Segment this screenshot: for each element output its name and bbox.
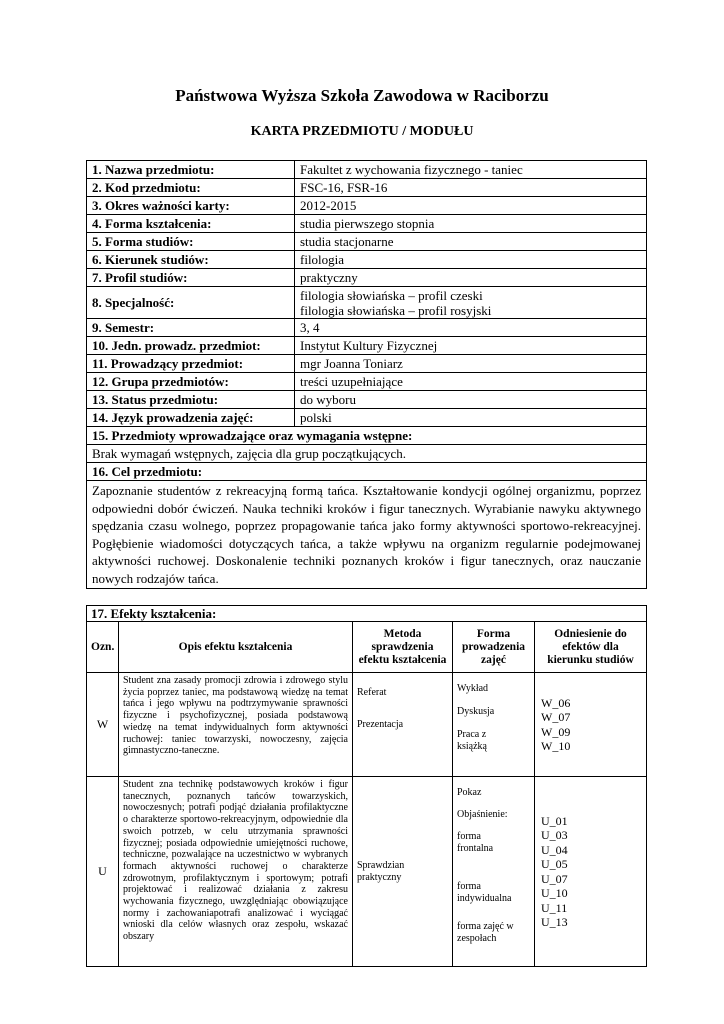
- row-value: praktyczny: [295, 269, 647, 287]
- table-row: [87, 409, 647, 427]
- outcome-form: [453, 673, 535, 777]
- ref-item: W_06: [541, 695, 571, 710]
- form-item: Objaśnienie:: [457, 809, 508, 820]
- section-16-body: [87, 481, 647, 589]
- table-row: [87, 161, 647, 179]
- table-row: [87, 355, 647, 373]
- section-17-header: [87, 606, 647, 622]
- row-value: Fakultet z wychowania fizycznego - taniec: [295, 161, 647, 179]
- form-item: forma indywidualna: [457, 881, 512, 904]
- table-row: [87, 391, 647, 409]
- table-row: [87, 269, 647, 287]
- row-label: 6. Kierunek studiów:: [87, 251, 295, 269]
- row-label: 10. Jedn. prowadz. przedmiot:: [87, 337, 295, 355]
- ref-item: W_10: [541, 739, 571, 753]
- card-title: KARTA PRZEDMIOTU / MODUŁU: [250, 124, 474, 139]
- row-value: polski: [295, 409, 647, 427]
- row-label: 1. Nazwa przedmiotu:: [87, 161, 295, 179]
- row-value: treści uzupełniające: [295, 373, 647, 391]
- ref-item: U_01: [541, 813, 568, 828]
- col-desc: Opis efektu kształcenia: [119, 622, 353, 673]
- form-item: Dyskusja: [457, 706, 495, 717]
- column-header-row: [87, 622, 647, 673]
- row-value: studia pierwszego stopnia: [295, 215, 647, 233]
- row-label: 14. Język prowadzenia zajęć:: [87, 409, 295, 427]
- outcome-method: [353, 777, 453, 967]
- ref-item: U_11: [541, 900, 568, 915]
- row-value: mgr Joanna Toniarz: [295, 355, 647, 373]
- table-row: [87, 337, 647, 355]
- ref-item: U_10: [541, 886, 568, 900]
- form-item: Pokaz: [457, 787, 482, 798]
- ref-item: U_05: [541, 857, 568, 871]
- section-title: 15. Przedmioty wprowadzające oraz wymagania wstępne:: [87, 427, 647, 445]
- outcome-method: [353, 673, 453, 777]
- row-label: 7. Profil studiów:: [87, 269, 295, 287]
- learning-outcomes-table: [86, 605, 647, 967]
- row-label: 2. Kod przedmiotu:: [87, 179, 295, 197]
- table-row: [87, 251, 647, 269]
- section-15-header: [87, 427, 647, 445]
- table-row: [87, 319, 647, 337]
- row-label: 11. Prowadzący przedmiot:: [87, 355, 295, 373]
- form-item: forma frontalna: [457, 831, 494, 854]
- col-method: Metoda sprawdzenia efektu kształcenia: [353, 622, 453, 673]
- section-15-body: [87, 445, 647, 463]
- outcome-refs: [535, 777, 647, 967]
- table-row: [87, 373, 647, 391]
- row-value: filologia: [295, 251, 647, 269]
- row-label: 5. Forma studiów:: [87, 233, 295, 251]
- table-row: [87, 215, 647, 233]
- outcome-symbol: U: [87, 777, 119, 967]
- col-form: Forma prowadzenia zajęć: [453, 622, 535, 673]
- outcome-description: Student zna technikę podstawowych kroków i figur tanecznych, poznanych tańców towarzyskich, nowoczesnych; potrafi podjąć działania profilaktyczne o charakterze sportowo-rekreacyjnym, odpowiednie dla swoich potrzeb, w celu utrzymania sprawności fizycznej; posiada odpowiednie umiejętności ruchowe, techniczne, pozwalające na uczestnictwo w wybranych formach aktywności ruchowej o charakterze zdrowotnym, profilaktycznym i sportowym; potrafi projektować i realizować działania z zakresu wychowania fizycznego, uwzględniając obowiązujące normy i zachowaniapotrafi analizować i wyciągać wnioski dla celów własnych oraz zespołu, wskazać obszary: [119, 777, 353, 967]
- method-item: Referat: [357, 687, 387, 698]
- table-row: [87, 197, 647, 215]
- ref-item: U_04: [541, 842, 568, 857]
- section-16-header: [87, 463, 647, 481]
- outcome-form: [453, 777, 535, 967]
- outcome-refs: [535, 673, 647, 777]
- table-row: [87, 673, 647, 777]
- row-label: 4. Forma kształcenia:: [87, 215, 295, 233]
- row-value: studia stacjonarne: [295, 233, 647, 251]
- specialty-line-2: filologia słowiańska – profil rosyjski: [300, 302, 492, 318]
- row-label: 8. Specjalność:: [87, 287, 295, 319]
- col-ref: Odniesienie do efektów dla kierunku studiów: [535, 622, 647, 673]
- form-item: Wykład: [457, 683, 489, 694]
- col-ozn: Ozn.: [87, 622, 119, 673]
- row-value: FSC-16, FSR-16: [295, 179, 647, 197]
- row-value: [295, 287, 647, 319]
- outcome-description: Student zna zasady promocji zdrowia i zdrowego stylu życia poprzez taniec, ma podstawową wiedzę na temat tańca i jego wpływu na podtrzymywanie sprawności fizyczne i psychofizycznej, posiada podstawową wiedzę na temat indywidualnych form aktywności ruchowej: taniec towarzyski, nowoczesny, zajęcia gimnastyczno-taneczne.: [119, 673, 353, 777]
- form-item: Praca z książką: [457, 729, 487, 752]
- row-value: do wyboru: [295, 391, 647, 409]
- table-row: [87, 233, 647, 251]
- section-text: Brak wymagań wstępnych, zajęcia dla grup początkujących.: [87, 445, 647, 463]
- method-item: Sprawdzian praktyczny: [357, 859, 405, 883]
- outcome-symbol: W: [87, 673, 119, 777]
- table-row: [87, 287, 647, 319]
- row-value: Instytut Kultury Fizycznej: [295, 337, 647, 355]
- method-item: Prezentacja: [357, 719, 404, 730]
- section-title: 17. Efekty kształcenia:: [87, 606, 647, 622]
- row-value: 3, 4: [295, 319, 647, 337]
- specialty-line-1: filologia słowiańska – profil czeski: [300, 287, 483, 303]
- ref-item: W_09: [541, 724, 571, 739]
- ref-item: W_07: [541, 710, 571, 724]
- row-label: 9. Semestr:: [87, 319, 295, 337]
- row-value: 2012-2015: [295, 197, 647, 215]
- ref-item: U_13: [541, 915, 568, 929]
- row-label: 12. Grupa przedmiotów:: [87, 373, 295, 391]
- table-row: [87, 777, 647, 967]
- table-row: [87, 179, 647, 197]
- section-text: Zapoznanie studentów z rekreacyjną formą tańca. Kształtowanie kondycji ogólnej organizmu, poprzez odpowiedni dobór ćwiczeń. Nauka techniki kroków i figur tanecznych. Wyrabianie nawyku aktywnego spędzania czasu wolnego, poprzez propagowanie tańca jako formy aktywności sportowo-rekreacyjnej. Pogłębienie wiadomości dotyczących tańca, a także wpływu na organizm regularnie podejmowanej aktywności ruchowej. Doskonalenie techniki poznanych kroków i figur tanecznych, oraz nauczanie nowych rodzajów tańca.: [87, 481, 647, 589]
- institution-title: Państwowa Wyższa Szkoła Zawodowa w Raciborzu: [175, 86, 549, 105]
- row-label: 3. Okres ważności karty:: [87, 197, 295, 215]
- section-title: 16. Cel przedmiotu:: [87, 463, 647, 481]
- ref-item: U_07: [541, 871, 568, 886]
- ref-item: U_03: [541, 828, 568, 842]
- row-label: 13. Status przedmiotu:: [87, 391, 295, 409]
- course-info-table: [86, 160, 647, 589]
- form-item: forma zajęć w zespołach: [457, 921, 514, 944]
